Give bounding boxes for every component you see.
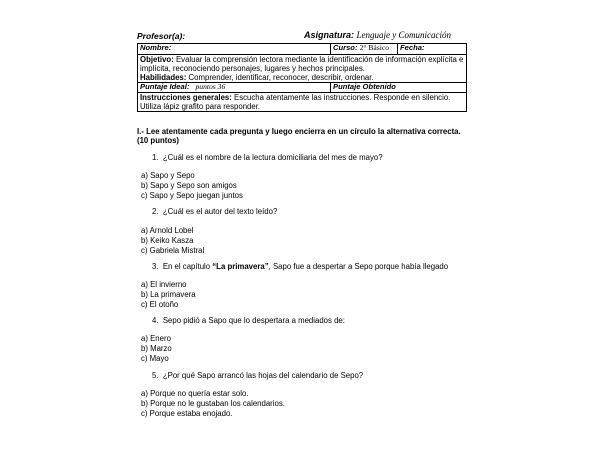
option-item[interactable]: a) Porque no quería estar solo. — [141, 389, 249, 398]
instrucciones-text: Escucha atentamente las instrucciones. Responde en silencio. Utiliza lápiz grafito para responder. — [140, 93, 451, 111]
fecha-label: Fecha: — [400, 43, 425, 52]
question-text-bold: “La primavera” — [212, 262, 269, 271]
fecha-cell — [398, 44, 467, 55]
question-text: Sepo pidió a Sapo que lo despertara a mediados de: — [162, 316, 345, 325]
option-item[interactable]: b) Keiko Kasza — [141, 236, 194, 245]
question-number: 5. — [152, 371, 159, 380]
instrucciones-row — [138, 93, 467, 112]
question-number: 4. — [152, 316, 159, 325]
option-item[interactable]: c) Porque estaba enojado. — [141, 409, 233, 418]
info-table — [137, 43, 467, 112]
option-item[interactable]: b) Sapo y Sepo son amigos — [141, 181, 237, 190]
options-5 — [141, 389, 285, 419]
instrucciones-label: Instrucciones generales: — [140, 93, 232, 102]
habilidades-label: Habilidades: — [140, 73, 187, 82]
section-title: I.- Lee atentamente cada pregunta y luego encierra en un círculo la alternativa correcta. (10 puntos) — [137, 127, 461, 146]
nombre-row — [138, 44, 467, 55]
option-item[interactable]: a) Enero — [141, 334, 171, 343]
question-number: 3. — [152, 262, 159, 271]
option-item[interactable]: b) Marzo — [141, 344, 172, 353]
nombre-cell — [138, 44, 331, 55]
question-3 — [152, 262, 448, 271]
asignatura-value: Lenguaje y Comunicación — [356, 30, 452, 40]
puntaje-obtenido-cell — [331, 83, 467, 93]
option-item[interactable]: b) Porque no le gustaban los calendarios. — [141, 399, 285, 408]
nombre-label: Nombre: — [140, 43, 172, 52]
question-text: ¿Cuál es el autor del texto leído? — [162, 207, 278, 216]
instrucciones-cell — [138, 93, 467, 112]
objetivo-label: Objetivo: — [140, 55, 174, 64]
habilidades-text: Comprender, identificar, reconocer, describir, ordenar. — [188, 73, 374, 82]
objetivo-cell — [138, 55, 467, 83]
curso-label: Curso: — [333, 43, 358, 52]
question-number: 1. — [152, 153, 159, 162]
options-2 — [141, 226, 204, 256]
objetivo-row — [138, 55, 467, 83]
puntaje-ideal-cell — [138, 83, 331, 93]
question-text-after: , Sapo fue a despertar a Sepo porque había llegado — [268, 262, 449, 271]
question-1 — [152, 153, 383, 162]
objetivo-text: Evaluar la comprensión lectora mediante la identificación de información explícita e implícita, reconociendo personajes, lugares y hechos principales. — [140, 55, 464, 73]
option-item[interactable]: c) Mayo — [141, 354, 169, 363]
puntaje-ideal-label: Puntaje Ideal: — [140, 82, 190, 91]
question-text: ¿Cuál es el nombre de la lectura domiciliaria del mes de mayo? — [162, 153, 383, 162]
question-2 — [152, 207, 277, 216]
curso-value: 2° Básico — [359, 43, 389, 52]
puntaje-ideal-value: puntos 36 — [195, 82, 226, 91]
question-text-before: En el capítulo — [162, 262, 213, 271]
asignatura-label: Asignatura: — [304, 30, 355, 40]
option-item[interactable]: c) Sapo y Sepo juegan juntos — [141, 191, 243, 200]
option-item[interactable]: a) El invierno — [141, 280, 187, 289]
profesor-label: Profesor(a): — [137, 31, 186, 41]
question-number: 2. — [152, 207, 159, 216]
option-item[interactable]: a) Arnold Lobel — [141, 226, 194, 235]
curso-cell — [331, 44, 398, 55]
question-5 — [152, 371, 363, 380]
question-4 — [152, 316, 345, 325]
puntaje-obtenido-label: Puntaje Obtenido — [333, 82, 396, 91]
option-item[interactable]: b) La primavera — [141, 290, 196, 299]
option-item[interactable]: c) El otoño — [141, 300, 179, 309]
option-item[interactable]: a) Sapo y Sepo — [141, 171, 195, 180]
options-4 — [141, 334, 172, 364]
options-1 — [141, 171, 243, 201]
asignatura-line — [304, 30, 451, 40]
options-3 — [141, 280, 196, 310]
puntaje-row — [138, 83, 467, 93]
question-text: ¿Por qué Sapo arrancó las hojas del calendario de Sepo? — [162, 371, 364, 380]
option-item[interactable]: c) Gabriela Mistral — [141, 246, 205, 255]
